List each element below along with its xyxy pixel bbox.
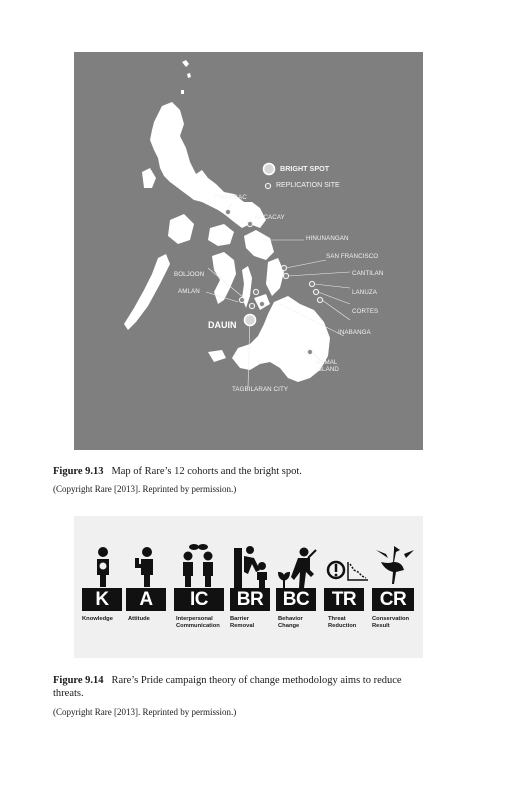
figure-caption <box>53 674 433 700</box>
threat-decline-icon <box>326 544 370 588</box>
figure-copyright: (Copyright Rare [2013]. Reprinted by permission.) <box>53 484 237 494</box>
person-thumbs-up-icon <box>132 544 162 588</box>
site-marker <box>247 221 252 226</box>
philippines-map-figure <box>74 52 423 450</box>
people-talking-icon <box>178 544 218 588</box>
legend-bright-spot-dot <box>264 164 275 175</box>
stage-code: CR <box>372 588 414 611</box>
stage-label: Interpersonal Communication <box>176 616 220 629</box>
stage-code: K <box>82 588 122 611</box>
figure-number: Figure 9.14 <box>53 675 104 686</box>
figure-copyright: (Copyright Rare [2013]. Reprinted by permission.) <box>53 707 237 717</box>
stage-label: Behavior Change <box>278 616 303 629</box>
stage-label: Knowledge <box>82 616 113 622</box>
palawan-island <box>124 254 170 330</box>
site-label: LANUZA <box>352 289 378 296</box>
stage-code: A <box>126 588 166 611</box>
island <box>208 224 234 246</box>
site-marker <box>239 297 244 302</box>
island <box>208 350 226 362</box>
site-label: HINUNANGAN <box>306 235 349 242</box>
site-label: CORTES <box>352 308 379 315</box>
site-marker <box>309 281 314 286</box>
panay-negros-island <box>212 252 236 304</box>
site-marker <box>253 289 258 294</box>
legend-bright-spot: BRIGHT SPOT <box>280 164 330 173</box>
mindoro-island <box>168 214 194 244</box>
island <box>142 168 156 188</box>
site-marker <box>307 349 312 354</box>
site-label: CANTILAN <box>352 270 384 277</box>
island <box>181 90 184 94</box>
island <box>187 73 191 78</box>
stage-code: BR <box>230 588 270 611</box>
stage-code: TR <box>324 588 364 611</box>
theory-of-change-figure <box>74 516 423 658</box>
person-planting-icon <box>278 544 318 588</box>
site-marker <box>249 303 254 308</box>
site-marker <box>259 301 264 306</box>
person-climbing-icon <box>232 544 272 588</box>
stage-label: Conservation Result <box>372 616 410 629</box>
site-marker <box>313 289 318 294</box>
legend-replication-site: REPLICATION SITE <box>276 182 340 189</box>
legend-replication-dot <box>265 183 270 188</box>
leyte-island <box>266 258 284 296</box>
site-label: SAN FRANCISCO <box>326 253 379 260</box>
luzon-island <box>150 102 266 228</box>
site-label: TINAMBAC <box>214 194 247 201</box>
stage-label: Barrier Removal <box>230 616 255 629</box>
site-marker <box>281 265 286 270</box>
bright-spot-label: DAUIN <box>208 320 237 330</box>
site-label: SAMAL ISLAND <box>316 359 339 373</box>
stage-code: IC <box>174 588 224 611</box>
stage-code: BC <box>276 588 316 611</box>
site-marker <box>225 209 230 214</box>
site-label: AMLAN <box>178 288 200 295</box>
site-label: BACACAY <box>255 214 285 221</box>
site-label: INABANGA <box>338 329 371 336</box>
site-label: BOLJOON <box>174 271 205 278</box>
stage-label: Attitude <box>128 616 150 622</box>
island <box>182 60 189 67</box>
figure-number: Figure 9.13 <box>53 466 104 477</box>
stage-label: Threat Reduction <box>328 616 357 629</box>
bright-spot-marker <box>245 315 256 326</box>
site-label: TAGBILARAN CITY <box>232 386 289 393</box>
site-marker <box>283 273 288 278</box>
person-thinking-icon <box>88 544 118 588</box>
samar-island <box>244 230 274 260</box>
figure-caption <box>53 465 433 478</box>
site-marker <box>317 297 322 302</box>
caption-text: Rare’s Pride campaign theory of change methodology aims to reduce threats. <box>53 675 402 699</box>
caption-text: Map of Rare’s 12 cohorts and the bright spot. <box>111 466 302 477</box>
heron-icon <box>374 544 418 588</box>
